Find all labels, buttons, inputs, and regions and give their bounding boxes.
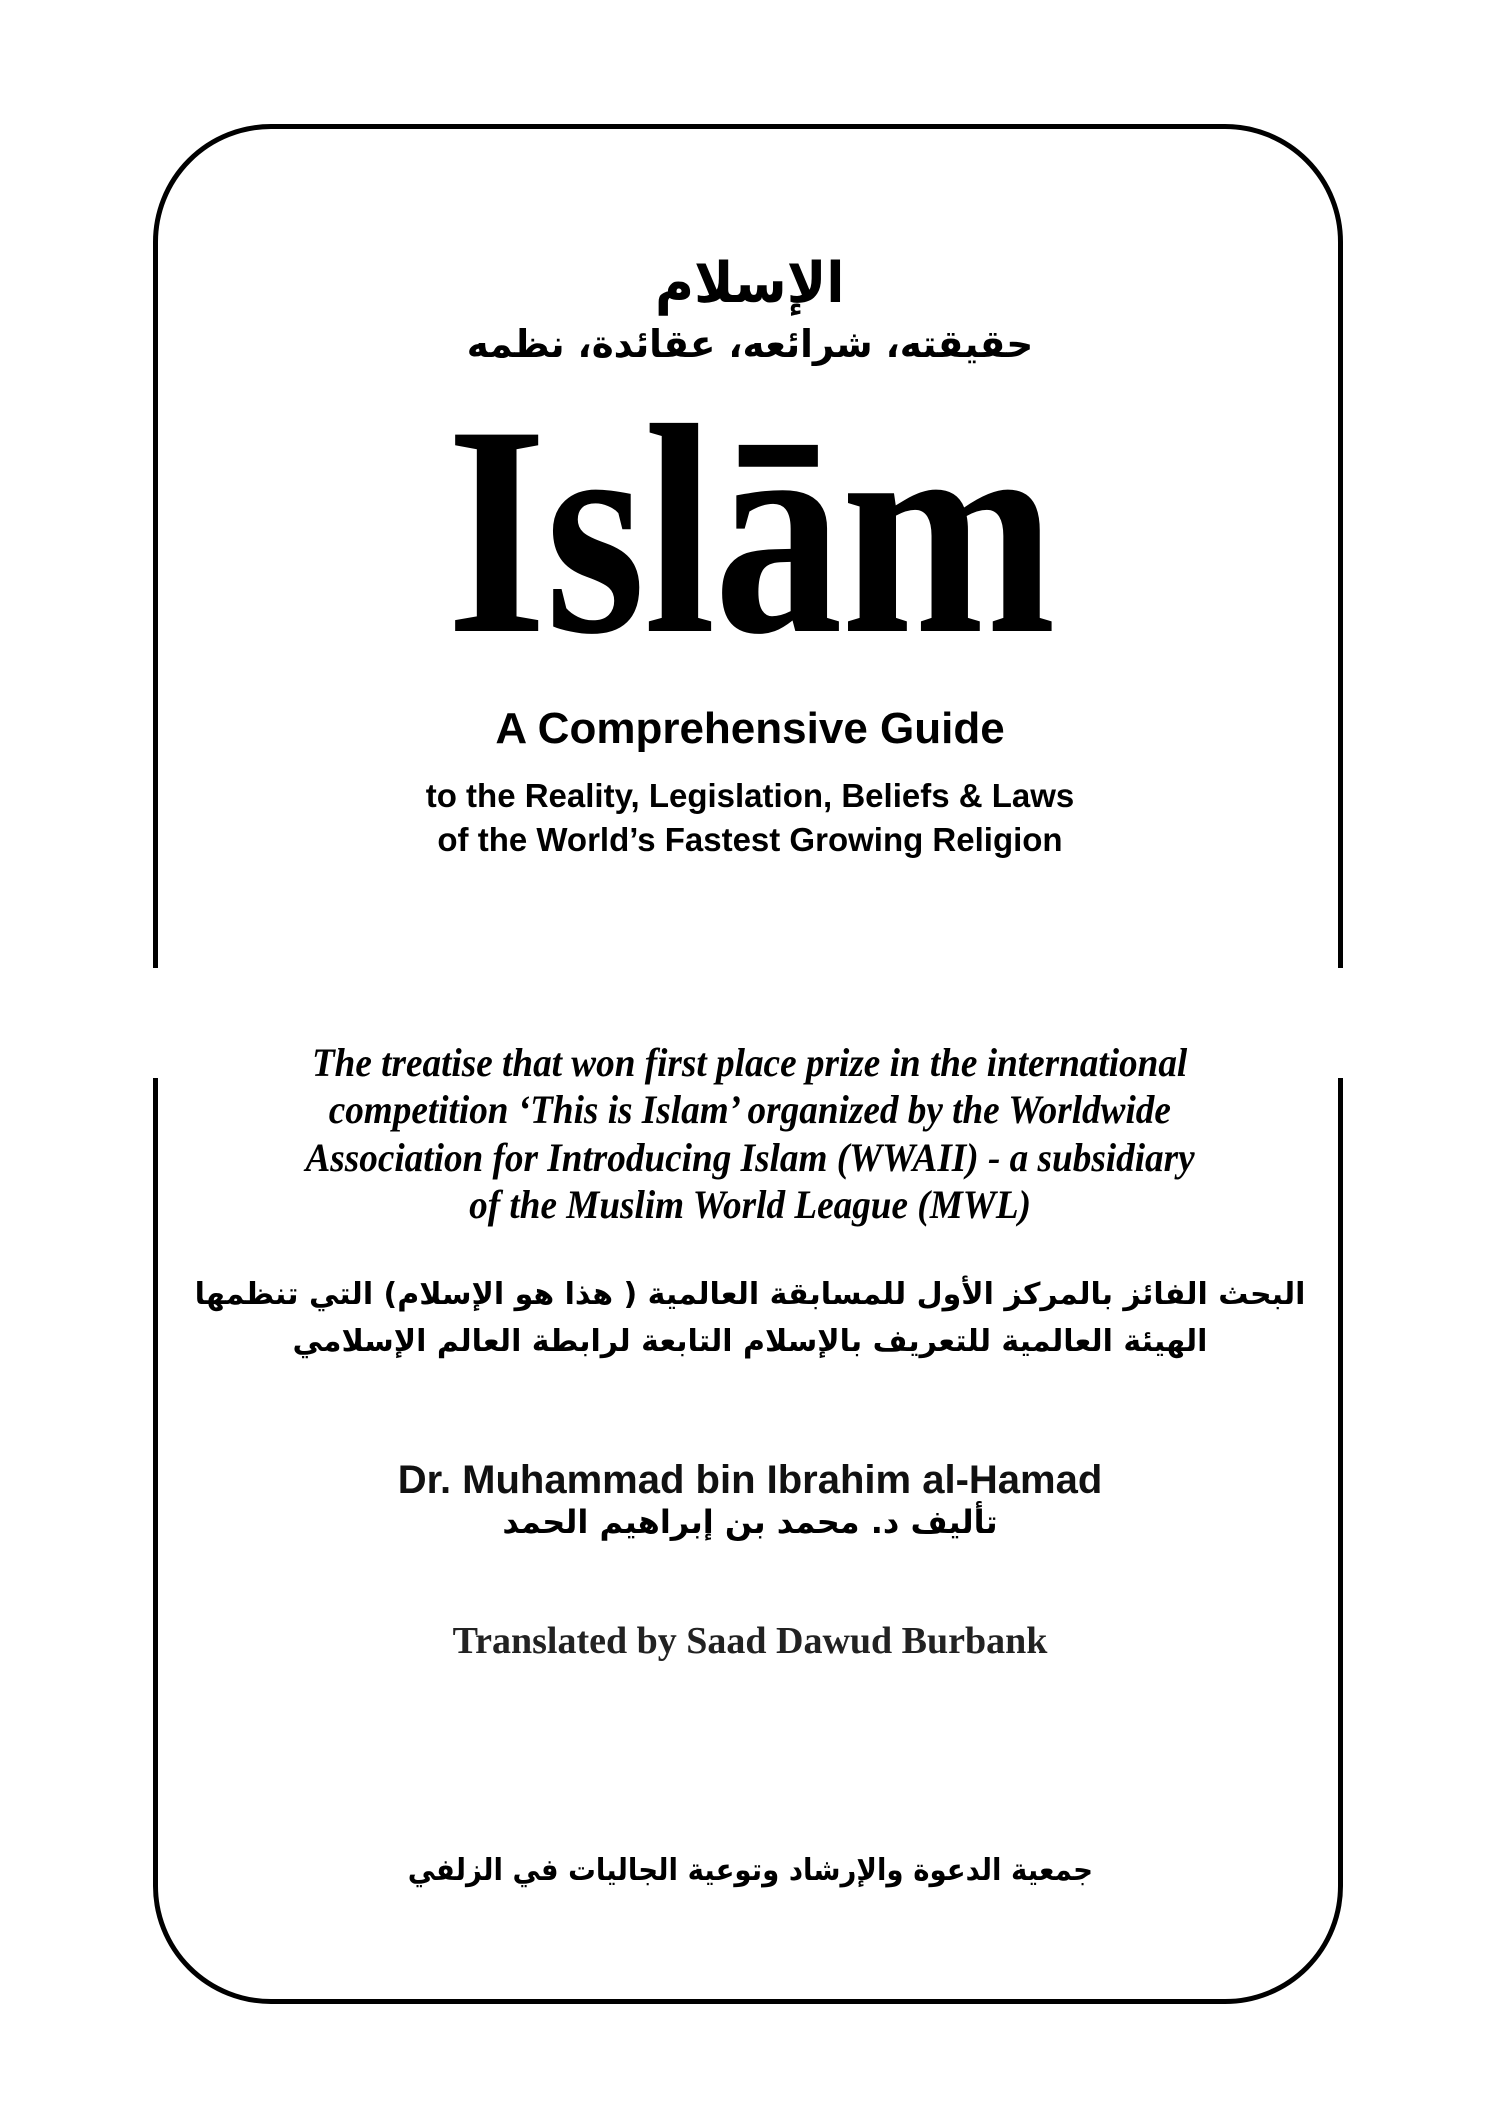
- publisher-arabic-text: جمعية الدعوة والإرشاد وتوعية الجاليات في الزلفي: [407, 1853, 1093, 1888]
- arabic-prize-line-2: [0, 1324, 1500, 1359]
- prize-description-text: competition ‘This is Islam’ organized by the Worldwide: [328, 1087, 1172, 1132]
- subtitle-line-3-text: of the World’s Fastest Growing Religion: [437, 821, 1063, 858]
- arabic-prize-line-1: [0, 1277, 1500, 1312]
- translator-credit: [0, 1622, 1500, 1660]
- subtitle-line-2-text: to the Reality, Legislation, Beliefs & Laws: [425, 777, 1075, 814]
- prize-description-line-3: [0, 1135, 1500, 1180]
- author-arabic: [0, 1503, 1500, 1541]
- prize-description-text: The treatise that won first place prize in the international: [312, 1040, 1188, 1085]
- subtitle-line-2: [0, 779, 1500, 812]
- arabic-subtitle-text: حقيقته، شرائعه، عقائدة، نظمه: [466, 322, 1034, 366]
- arabic-title-text: الإسلام: [655, 251, 845, 316]
- subtitle-line-1-text: A Comprehensive Guide: [495, 704, 1005, 753]
- arabic-prize-text: الهيئة العالمية للتعريف بالإسلام التابعة لرابطة العالم الإسلامي: [292, 1324, 1208, 1359]
- prize-description-line-4: [0, 1182, 1500, 1227]
- arabic-title: [0, 251, 1500, 316]
- main-title: [0, 364, 1500, 696]
- publisher-arabic: [0, 1853, 1500, 1888]
- subtitle-line-3: [0, 823, 1500, 856]
- prize-description-text: of the Muslim World League (MWL): [469, 1182, 1031, 1227]
- author-english-text: Dr. Muhammad bin Ibrahim al-Hamad: [397, 1458, 1103, 1502]
- prize-description-line-2: [0, 1087, 1500, 1132]
- main-title-text: Islām: [446, 364, 1054, 696]
- arabic-subtitle: [0, 322, 1500, 366]
- arabic-prize-text: البحث الفائز بالمركز الأول للمسابقة العالمية ( هذا هو الإسلام) التي تنظمها: [194, 1277, 1306, 1312]
- author-english: [0, 1460, 1500, 1500]
- author-arabic-text: تأليف د. محمد بن إبراهيم الحمد: [502, 1503, 998, 1541]
- prize-description-text: Association for Introducing Islam (WWAII) - a subsidiary: [305, 1135, 1195, 1180]
- translator-credit-text: Translated by Saad Dawud Burbank: [452, 1620, 1048, 1662]
- subtitle-line-1: [0, 704, 1500, 753]
- prize-description-line-1: [0, 1040, 1500, 1085]
